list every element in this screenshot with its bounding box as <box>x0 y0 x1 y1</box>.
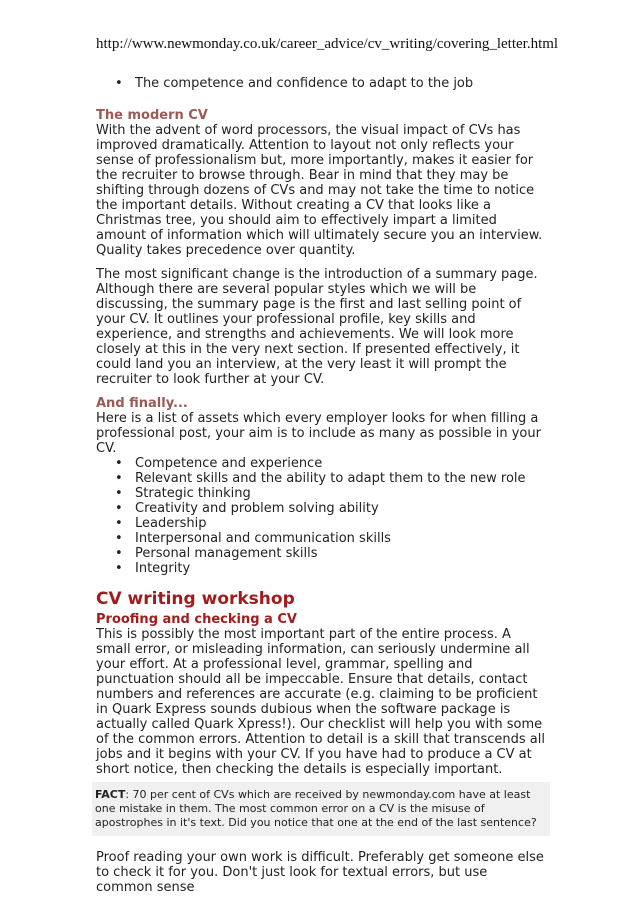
assets-bullet-list <box>96 456 546 576</box>
modern-cv-paragraph-2: The most significant change is the introduction of a summary page. Although there are several popular styles which we will be discussing, the summary page is the first and last selling point of your CV. It outlines your professional profile, key skills and experience, and strengths and achievements. We will look more closely at this in the very next section. If presented effectively, it could land you an interview, at the very least it will prompt the recruiter to look further at your CV. <box>96 267 538 387</box>
list-item: • Integrity <box>96 561 546 576</box>
fact-box <box>92 782 550 836</box>
list-item: • Strategic thinking <box>96 486 546 501</box>
list-item: • Relevant skills and the ability to adapt them to the new role <box>96 471 546 486</box>
proofing-paragraph: This is possibly the most important part of the entire process. A small error, or misleading information, can seriously undermine all your effort. At a professional level, grammar, spelling and punctuation should all be impeccable. Ensure that details, contact numbers and references are accurate (e.g. claiming to be proficient in Quark Express sounds dubious when the software package is actually called Quark Xpress!). Our checklist will help you with some of the common errors. Attention to detail is a skill that transcends all jobs and it begins with your CV. If you have had to produce a CV at short notice, then checking the details is especially important. <box>96 627 545 777</box>
cv-workshop-title: CV writing workshop <box>96 589 295 609</box>
fact-label: FACT <box>95 788 126 801</box>
and-finally-heading: And finally... <box>96 396 188 411</box>
article-body <box>96 76 546 904</box>
fact-text: : 70 per cent of CVs which are received by newmonday.com have at least one mistake in them. The most common error on a CV is the misuse of apostrophes in it's text. Did you notice that one at the end of the last sentence? <box>95 788 537 829</box>
list-item: • Leadership <box>96 516 546 531</box>
list-item: • Interpersonal and communication skills <box>96 531 546 546</box>
list-item: • Personal management skills <box>96 546 546 561</box>
intro-bullet-list <box>96 76 546 91</box>
modern-cv-paragraph-1: With the advent of word processors, the visual impact of CVs has improved dramatically. Attention to layout not only reflects your sense of professionalism but, more importantly, makes it easier for the recruiter to browse through. Bear in mind that they may be shifting through dozens of CVs and may not take the time to notice the important details. Without creating a CV that looks like a Christmas tree, you should aim to effectively impart a limited amount of information which will ultimately secure you an interview. Quality takes precedence over quantity. <box>96 123 543 258</box>
list-item: • Competence and experience <box>96 456 546 471</box>
proofing-heading: Proofing and checking a CV <box>96 612 297 627</box>
list-item: • Creativity and problem solving ability <box>96 501 546 516</box>
list-item: • The competence and confidence to adapt to the job <box>96 76 546 91</box>
modern-cv-heading: The modern CV <box>96 108 208 123</box>
and-finally-intro: Here is a list of assets which every employer looks for when filling a professional post, your aim is to include as many as possible in your CV. <box>96 411 541 456</box>
closing-paragraph: Proof reading your own work is difficult. Preferably get someone else to check it for you. Don't just look for textual errors, but use common sense <box>96 850 544 895</box>
page-url-header: http://www.newmonday.co.uk/career_advice/cv_writing/covering_letter.html <box>96 36 559 52</box>
